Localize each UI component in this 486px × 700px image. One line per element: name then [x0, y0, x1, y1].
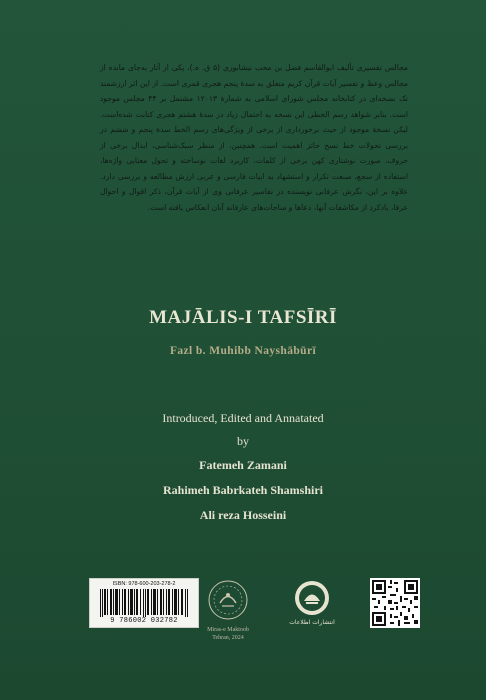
book-title: MAJĀLIS-I TAFSĪRĪ [149, 307, 337, 328]
editor-name: Rahimeh Babrkateh Shamshiri [162, 483, 324, 497]
credits-by: by [237, 434, 249, 448]
credits-block [0, 407, 486, 528]
persian-paragraph: مجالس تفسیری تألیف ابوالقاسم فضل بن محب نیشابوری (۵ ق. ه.)، یکی از آثار به‌جای مانده از مجالس وعظ و تفسیر آیات قرآن کریم متعلق به سدهٔ پنجم هجری قمری است. از این اثر ارزشمند تک نسخه‌ای در کتابخانه مجلس شورای اسلامی به شمارهٔ ۱۲۰۱۳ مشتمل بر ۴۴ مجلس موجود است. بنابر شواهد رسم الخطی این نسخه به احتمال زیاد در سدهٔ هشتم هجری کتابت شده‌است. لیکن نسخهٔ موجود از حیث برخورداری از برخی از ویژگی‌های رسم الخط سدهٔ پنجم و ششم در بررسی تحولات خط نسخ حائز اهمیت است. همچنین، از منظر سبک‌شناسی، ابدال برخی از حروف، صورت نوشتاری کهن برخی از کلمات، کاربرد لغات نوساخته و تحول معنایی واژه‌ها، استفاده از سجع، صنعت تکرار و استشهاد به ابیات فارسی و عربی ارزش مطالعه و بررسی دارد. علاوه بر این، نگرش عرفانی نویسنده در تفاسیر عرفانی وی از آیات قرآن، ذکر اقوال و احوال عرفا، یادکرد از مکاشفات آنها، دعاها و مناجات‌های عارفانه آنان انعکاس یافته است. [100, 63, 409, 212]
miras-maktoob-logo-icon [206, 578, 250, 622]
editor-name: Ali reza Hosseini [199, 508, 287, 522]
credits-intro: Introduced, Edited and Annatated [162, 411, 324, 425]
publisher-miras-maktoob [196, 626, 260, 642]
publisher-ettelaat: انتشارات اطلاعات [289, 619, 335, 626]
isbn-label: ISBN: 978-600-203-278-2 [112, 581, 176, 587]
isbn-barcode [89, 578, 199, 628]
publisher-name: Miras-e Maktoob [207, 627, 249, 633]
editor-name: Fatemeh Zamani [199, 458, 287, 472]
ettelaat-logo-icon [294, 580, 330, 616]
book-author: Fazl b. Muhibb Nayshābūrī [169, 345, 317, 357]
isbn-digits: 9 786002 032782 [110, 617, 178, 625]
persian-description [100, 60, 408, 215]
qr-code-icon [370, 578, 420, 628]
barcode-bars [100, 589, 190, 617]
publisher-place-date: Tehran, 2024 [212, 635, 244, 641]
